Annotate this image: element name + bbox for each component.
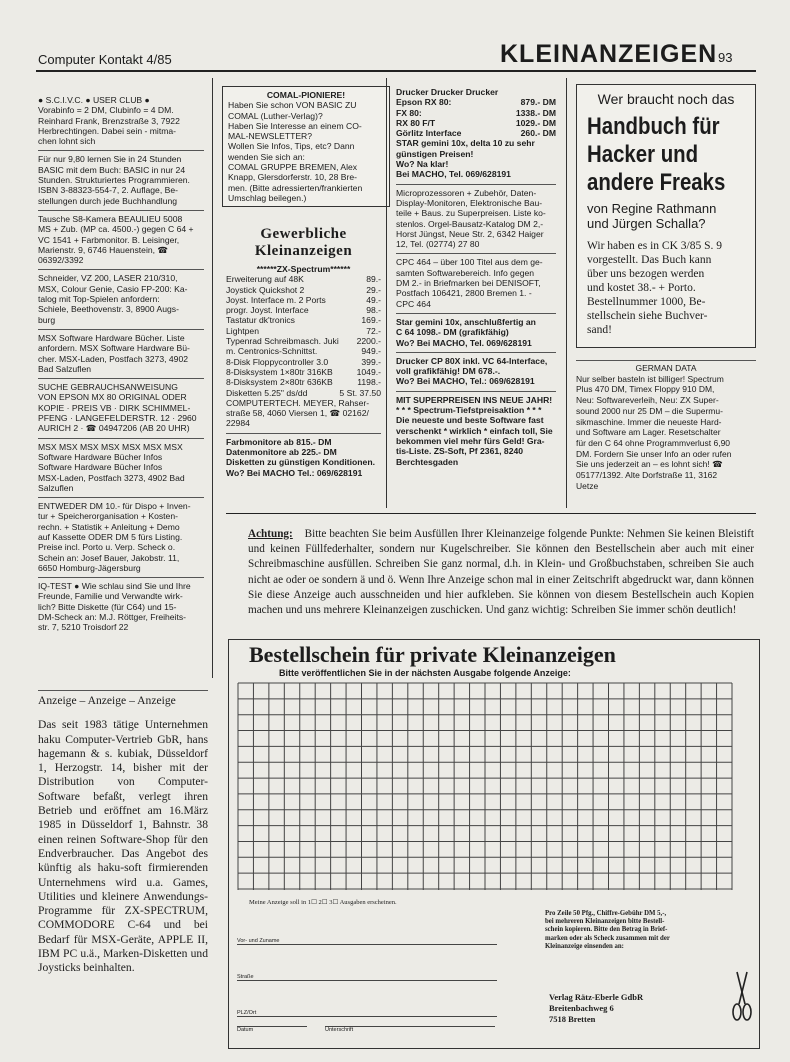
ad-line: Bad Salzuflen [38,363,92,374]
ad-line: SUCHE GEBRAUCHSANWEISUNG [38,382,178,393]
item-price: 49.- [366,294,381,305]
comal-line: Wollen Sie Infos, Tips, etc? Dann [228,141,355,152]
item-name: Lightpen [226,325,259,336]
book-body-line: stellschein siehe Buchver- [587,310,708,322]
german-data-text [576,374,756,492]
price-item [226,274,381,284]
german-line: Sie uns jederzeit an – es lohnt sich! ☎ [576,459,723,470]
ad-line: tis-Liste. ZS-Soft, Pf 2361, 8240 [396,446,524,457]
comal-line: Umschlag beilegen.) [228,192,307,203]
price-item [226,326,381,336]
ad-line: tur + Speicherorganisation + Kosten- [38,511,178,522]
item-price: 98.- [366,305,381,316]
farb-line: Disketten zu günstigen Konditionen. [226,457,375,468]
book-body-line: Bestellnummer 1000, Be- [587,296,706,308]
book-ad-box [576,84,756,348]
drucker-heading: Drucker Drucker Drucker [396,87,499,97]
pricing-line: Kleinanzeige einsenden an: [545,942,624,950]
page-title: KLEINANZEIGEN [500,40,718,68]
comal-heading: COMAL-PIONIERE! [266,90,346,100]
ad-text-grid[interactable] [237,682,737,892]
book-author-line: von Regine Rathmann [587,201,717,216]
drucker-line: günstigen Preisen! [396,148,474,159]
item-price: 5 St. 37.50 [339,387,381,398]
pricing-line: Pro Zeile 50 Pfg., Chiffre-Gebühr DM 5,-, [545,910,667,917]
book-body-line: und kostet 38.- + Porto. [587,282,696,294]
ad-line: Wo? Bei MACHO, Tel.: 069/628191 [396,376,535,387]
german-line: für den C 64 ohne Programmverlust 6,90 [576,437,731,448]
ad-line: stellungen durch jede Buchhandlung [38,195,178,206]
ad-line: * * * Spectrum-Tiefstpreisaktion * * * [396,405,542,416]
book-ad-intro: Wer braucht noch das [597,91,735,107]
ad-line: Schein an: Josef Bauer, Jakobstr. 11, [38,552,180,563]
item-name: m. Centronics-Schnittst. [226,346,318,357]
item-name: progr. Joyst. Interface [226,305,309,316]
item-price: 1338.- DM [515,107,556,118]
item-name: Erweiterung auf 48K [226,274,304,285]
item-price: 879.- DM [520,97,556,108]
item-price: 29.- [366,284,381,295]
book-body-line: über uns bezogen werden [587,268,705,280]
ad-line: IQ-TEST ● Wie schlau sind Sie und Ihre [38,581,191,592]
ad-line: MSX MSX MSX MSX MSX MSX MSX [38,441,183,452]
ad-line: Für nur 9,80 lernen Sie in 24 Stunden [38,154,182,165]
zx-heading: ******ZX-Spectrum****** [256,264,351,274]
achtung-notice [248,527,754,618]
ad-line: MIT SUPERPREISEN INS NEUE JAHR! [396,394,553,405]
ad-line: CPC 464 – über 100 Titel aus dem ge- [396,257,543,268]
street-field[interactable]: Straße [237,966,497,981]
address-line: 22984 [226,418,250,429]
price-item [226,295,381,305]
ad-line: ISBN 3-88323-554-7, 2. Auflage, Be- [38,185,178,196]
ad-line: talog mit Top-Spielen anfordern: [38,294,160,305]
drucker-line: Bei MACHO, Tel. 069/628191 [396,169,511,180]
publisher-line: 7518 Bretten [549,1014,596,1024]
city-field[interactable]: PLZ/Ort [237,1002,497,1017]
magazine-issue: Computer Kontakt 4/85 [38,52,172,67]
book-title-line: Handbuch für [587,113,720,140]
ad-line: ● S.C.I.V.C. ● USER CLUB ● [38,95,150,105]
column-divider [566,78,567,508]
ad-line: Display-Monitoren, Elektronische Bau- [396,197,543,208]
item-price: 2200.- [356,336,381,347]
german-data-heading: GERMAN DATA [576,360,756,374]
gewerbliche-title-line1: Gewerbliche [260,226,347,242]
star-gemini-ad [396,314,556,353]
haku-press-release [38,690,208,976]
ad-line: VC 1541 + Farbmonitor. B. Leisinger, [38,234,180,245]
ad-line: BASIC mit dem Buch: BASIC in nur 24 [38,164,186,175]
ad-line: Schneider, VZ 200, LASER 210/310, [38,273,178,284]
column-commercial-ads [396,84,556,471]
pricing-line: schein kopieren. Bitte den Betrag in Brief- [545,926,668,934]
comal-line: Knapp, Glersdorferstr. 10, 28 Bre- [228,172,357,183]
signature-field[interactable]: Unterschrift [325,1026,495,1033]
press-release-heading: Anzeige – Anzeige – Anzeige [38,690,208,708]
ad-line: Stunden. Strukturiertes Programmieren. [38,175,190,186]
section-rule [226,513,756,514]
drucker-ad [396,84,556,185]
ad-line: Die neueste und beste Software fast [396,415,544,426]
gewerbliche-section [226,222,381,478]
book-body-line: Wir haben es in CK 3/85 S. 9 [587,240,722,252]
classified-ad [38,270,204,329]
ad-line: Microprozessoren + Zubehör, Daten- [396,187,537,198]
header-rule [36,70,756,72]
ad-line: burg [38,314,56,325]
ad-line: rechn. + Statistik + Anleitung + Demo [38,521,180,532]
book-body-line: vorgestellt. Das Buch kann [587,254,712,266]
ad-line: Drucker CP 80X inkl. VC 64-Interface, [396,355,548,366]
achtung-text: Bitte beachten Sie beim Ausfüllen Ihrer Kleinanzeige folgende Punkte: Nehmen Sie keinen Bleistift und keinen Füllfederhalter, sondern nur Kugelschreiber. Sie können den Bestellschein aber auch mit einer Schreibmaschine ausfüllen. Schreiben Sie ganz normal, d.h. in Klein- und Großbuchstaben, schreiben Sie auch nicht ae oder oe sondern ä und ö. Wenn Ihre Anzeige schon mal in einer Zeitschrift abgedruckt war, dann können Sie diese Anzeige auch ausschneiden und hier aufkleben. Sie können von diesem Bestellschein auch Kopien machen und uns mehrere Kleinanzeigen zuschicken. Und ganz wichtig: Schreiben Sie immer schön deutlich! [248,528,755,617]
ad-line: Wo? Bei MACHO, Tel. 069/628191 [396,337,532,348]
item-price: 72.- [366,325,381,336]
ad-line: lich? Bitte Diskette (für C64) und 15- [38,601,177,612]
ad-line: 06392/3392 [38,255,84,266]
price-item [226,336,381,346]
comal-line: COMAL GRUPPE BREMEN, Alex [228,162,358,173]
classified-ad [38,379,204,438]
book-author-line: und Jürgen Schalla? [587,216,706,231]
price-item [396,118,556,128]
farb-line: Wo? Bei MACHO Tel.: 069/628191 [226,467,363,478]
classified-ad [38,439,204,498]
pricing-line: bei mehreren Kleinanzeigen bitte Bestell- [545,918,665,926]
publisher-line: Breitenbachweg 6 [549,1003,614,1013]
item-name: Tastatur dk'tronics [226,315,295,326]
ad-line: Schiele, Beethovenstr. 3, 8900 Augs- [38,304,179,315]
ad-line: Postfach 106421, 2800 Bremen 1. - [396,288,532,299]
ad-line: ENTWEDER DM 10.- für Dispo + Inven- [38,501,191,512]
ad-line: 6650 Homburg-Jägersburg [38,562,141,573]
order-form-subtitle: Bitte veröffentlichen Sie in der nächsten Ausgabe folgende Anzeige: [279,668,571,678]
ad-line: verschenkt * wirklich * einfach toll, Sie [396,425,553,436]
ad-line: MSX, Colour Genie, Casio FP-200: Ka- [38,283,188,294]
item-name: Disketten 5.25" ds/dd [226,387,308,398]
price-item [226,285,381,295]
ad-line: Freunde, Familie und Verwandte wirk- [38,591,183,602]
computertech-address [226,398,381,429]
ad-line: AURICH 2 · ☎ 04947206 (AB 20 UHR) [38,423,190,434]
price-item [226,315,381,325]
book-body-line: sand! [587,324,612,336]
farb-line: Farbmonitore ab 815.- DM [226,436,332,447]
publisher-line: Verlag Rätz-Eberle GdbR [549,992,644,1002]
item-name: Görlitz Interface [396,128,462,139]
classified-ad [38,330,204,379]
book-title-line: andere Freaks [587,169,726,196]
item-name: FX 80: [396,107,422,118]
price-item [396,108,556,118]
order-form-title: Bestellschein für private Kleinanzeigen [249,642,616,667]
ad-line: bekommen viel mehr fürs Geld! Gra- [396,435,545,446]
comal-line: Haben Sie schon VON BASIC ZU [228,100,357,111]
gewerbliche-title-line2: Kleinanzeigen [254,243,353,259]
item-price: 1029.- DM [515,117,556,128]
ad-line: Tausche S8-Kamera BEAULIEU 5008 [38,213,183,224]
item-name: Joystick Quickshot 2 [226,284,305,295]
item-price: 949.- [361,346,381,357]
drucker-text [396,138,556,179]
german-data-ad [576,360,756,491]
item-price: 260.- DM [520,128,556,139]
ad-line: voll grafikfähig! DM 678.-. [396,366,501,377]
name-field[interactable]: Vor- und Zuname [237,930,497,945]
date-field[interactable]: Datum [237,1026,307,1033]
comal-box [222,86,390,207]
price-item [226,305,381,315]
german-line: DM. Fordern Sie unser Info an oder rufen [576,448,732,459]
address-line: COMPUTERTECH. MEYER, Rahser- [226,397,370,408]
ad-line: CPC 464 [396,298,431,309]
item-name: RX 80 F/T [396,117,436,128]
german-line: sound 2000 nur 25 DM – die Supermu- [576,405,723,416]
ad-line: Software Hardware Bücher Infos [38,462,163,473]
price-item [226,357,381,367]
issues-count-field[interactable]: Meine Anzeige soll in 1☐ 2☐ 3☐ Ausgaben erscheinen. [249,899,397,906]
item-price: 169.- [361,315,381,326]
cp80x-ad [396,353,556,392]
ad-line: anfordern. MSX Software Hardware Bü- [38,343,190,354]
item-price: 89.- [366,274,381,285]
german-line: Nur selber basteln ist billiger! Spectrum [576,373,724,384]
price-item [396,128,556,138]
ad-line: DM 2.- in Briefmarken bei DENISOFT, [396,278,541,289]
price-item [226,388,381,398]
item-name: 8-Disk Floppycontroller 3.0 [226,356,329,367]
book-title [587,113,730,197]
classified-ad [38,151,204,210]
ad-line: MS + Zub. (MP ca. 4500.-) gegen C 64 + [38,224,194,235]
comal-line: wenden Sie sich an: [228,151,305,162]
ad-line: chen lohnt sich [38,136,96,147]
sender-fields [237,914,507,1044]
ad-line: teile + Baus. zu Superpreisen. Liste ko- [396,208,546,219]
column-divider [386,78,387,508]
comal-line: COMAL (Luther-Verlag)? [228,110,323,121]
ad-line: stenlos. Orgel-Bausatz-Katalog DM 2,- [396,218,544,229]
item-price: 1198.- [357,377,381,388]
press-release-text: Das seit 1983 tätige Unternehmen haku Computer-Vertrieb GbR, hans hagemann & s. kubiak, Düsseldorf 1, Herzogstr. 14, bisher mit der Distribution von Computer-Software befaßt, verlegt ihren Betrieb und eröffnet am 16.März 1985 in Düsseldorf 1, Bahnstr. 38 einen reinen Software-Shop für den Endverbraucher. Das Angebot des künftig als haku-soft firmierenden Unternehmens wird u.a. Games, Utilities und kleinere Anwendungs-Programme für ZX-SPECTRUM, COMMODORE C-64 und bei Bedarf für MSX-Geräte, APPLE II, IBM PC u.ä., Marken-Disketten und Joysticks beinhalten. [38,718,208,975]
farb-line: Datenmonitore ab 225.- DM [226,447,337,458]
publisher-address [549,992,643,1025]
ad-line: Star gemini 10x, anschlußfertig an [396,316,536,327]
german-line: Neu: Softwareverleih, Neu: ZX Super- [576,395,719,406]
book-authors [587,201,755,231]
gewerbliche-title [226,226,381,260]
farbmonitore-ad [226,433,381,478]
ad-line: VON EPSON MX 80 ORIGINAL ODER [38,392,187,403]
ad-line: cher. MSX-Laden, Postfach 3273, 4902 [38,353,189,364]
ad-line: Horst Jüngst, Neue Str. 2, 6342 Haiger [396,228,544,239]
ad-line: DM-Scheck an: M.J. Röttger, Freiheits- [38,612,187,623]
pricing-line: marken oder als Scheck zusammen mit der [545,934,670,942]
item-name: 8-Disksystem 2×80tr 636KB [226,377,333,388]
ad-line: Herbrechtingen. Dabei sein - mitma- [38,125,177,136]
ad-line: Salzuflen [38,482,74,493]
ad-line: C 64 1098.- DM (grafikfähig) [396,327,509,338]
ad-line: Preise incl. Porto u. Verp. Scheck o. [38,542,176,553]
drucker-price-list [396,97,556,138]
german-line: und Software am Lager. Resetschalter [576,427,721,438]
classified-ad [38,92,204,151]
pricing-note [545,910,725,951]
item-price: 399.- [361,356,381,367]
ad-line: Reinhard Frank, Brenzstraße 3, 7922 [38,115,180,126]
book-title-line: Hacker und [587,141,699,168]
drucker-line: STAR gemini 10x, delta 10 zu sehr [396,138,535,149]
achtung-label: Achtung: [248,528,293,540]
classified-ad [38,498,204,578]
comal-line: MAL-NEWSLETTER? [228,131,313,142]
page-number: 93 [718,50,733,65]
classified-ad [38,211,204,270]
item-price: 1049.- [356,366,381,377]
order-form [228,639,760,1049]
german-line: Uetze [576,480,599,491]
german-line: Plus 470 DM, Timex Floppy 910 DM, [576,384,715,395]
price-item [226,346,381,356]
ad-line: MSX-Laden, Postfach 3273, 4902 Bad [38,472,185,483]
ad-line: Software Hardware Bücher Infos [38,451,163,462]
ad-line: KOPIE · PREIS VB · DIRK SCHIMMEL- [38,402,191,413]
item-name: 8-Disksystem 1×80tr 316KB [226,366,333,377]
price-item [226,367,381,377]
cpc464-ad [396,254,556,313]
german-line: 05177/1392. Alte Dorfstraße 11, 3162 [576,470,718,481]
scissors-icon [729,970,755,1030]
ad-line: str. 7, 5210 Troisdorf 22 [38,622,129,633]
item-name: Joyst. Interface m. 2 Ports [226,294,326,305]
drucker-line: Wo? Na klar! [396,159,449,170]
ad-line: Marienstr. 9, 6746 Hauenstein, ☎ [38,244,169,255]
superpreisen-ad [396,392,556,471]
german-line: sikmaschine. Immer die neueste Hard- [576,416,722,427]
ad-line: Vorabinfo = 2 DM, Clubinfo = 4 DM. [38,105,174,116]
zx-price-list [226,274,381,398]
ad-line: auf Kassette ODER DM 5 fürs Listing. [38,531,183,542]
item-name: Typenrad Schreibmasch. Juki [226,336,339,347]
address-line: straße 58, 4060 Viersen 1, ☎ 02162/ [226,408,369,419]
ad-line: PFENG · LANGEFELDERSTR. 12 · 2960 [38,413,197,424]
column-divider [212,78,213,678]
ad-line: MSX Software Hardware Bücher. Liste [38,332,185,343]
microprozessoren-ad [396,185,556,255]
ad-line: samten Softwarebereich. Info gegen [396,267,535,278]
book-description [587,239,745,337]
price-item [396,97,556,107]
column-private-ads [38,92,204,637]
comal-line: men. (Bitte adressierten/frankierten [228,182,363,193]
price-item [226,377,381,387]
item-name: Epson RX 80: [396,97,452,108]
comal-line: Haben Sie Interesse an einem CO- [228,120,362,131]
classified-ad [38,578,204,636]
ad-line: 12, Tel. (02774) 27 80 [396,239,480,250]
ad-line: Berchtesgaden [396,456,459,467]
